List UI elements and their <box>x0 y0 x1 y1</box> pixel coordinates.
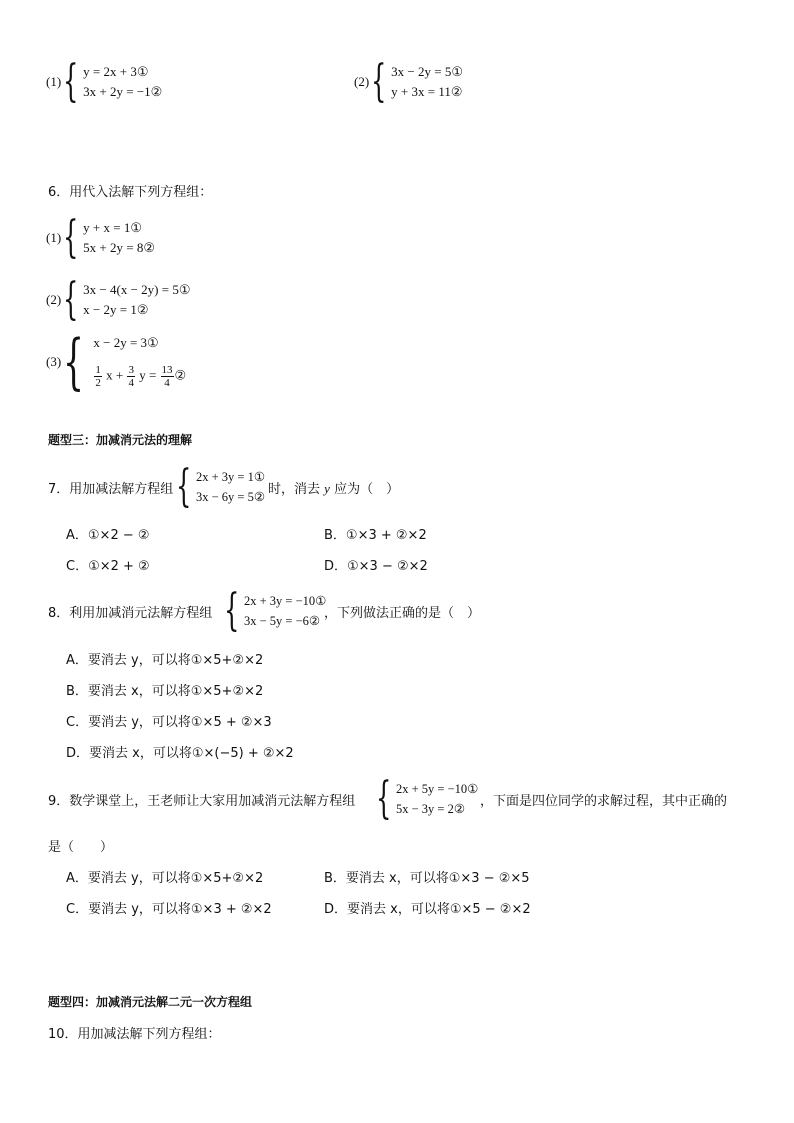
section-heading-4: 题型四：加减消元法解二元一次方程组 <box>48 995 253 1009</box>
question-9-stem-pre: 9．数学课堂上，王老师让大家用加减消元法解方程组 <box>48 794 356 809</box>
brace-icon: { <box>176 461 192 512</box>
equation-1: 2x + 3y = 1① <box>196 470 266 484</box>
system-6-2 <box>46 274 191 325</box>
equation-1: y + x = 1① <box>83 220 142 235</box>
system-5-1 <box>46 56 163 107</box>
equation-2: 5x + 2y = 8② <box>83 240 155 255</box>
brace-icon: { <box>63 274 79 325</box>
option-d[interactable]: D．要消去 x，可以将①×(−5) + ②×2 <box>66 746 294 761</box>
option-c[interactable]: C．要消去 y，可以将①×5 + ②×3 <box>66 715 272 730</box>
brace-icon: { <box>224 585 240 636</box>
option-d[interactable]: D．要消去 x，可以将①×5 − ②×2 <box>324 902 531 917</box>
brace-icon: { <box>63 212 79 263</box>
equation-1: 2x + 5y = −10① <box>396 782 479 796</box>
variable: y <box>324 481 330 496</box>
question-9-stem-line2: 是（ ） <box>48 840 114 855</box>
option-a[interactable]: A．要消去 y，可以将①×5+②×2 <box>66 653 264 668</box>
system-label: (1) <box>46 230 62 245</box>
option-b[interactable]: B．①×3 + ②×2 <box>324 528 427 543</box>
section-heading-3: 题型三：加减消元法的理解 <box>48 433 193 447</box>
fraction: $\frac{13}{4}$ <box>161 364 173 389</box>
question-7-system <box>176 461 266 512</box>
system-label: (3) <box>46 354 62 369</box>
question-9-system <box>376 773 479 824</box>
equation-2: 5x − 3y = 2② <box>396 802 466 816</box>
question-7-stem-pre: 7．用加减法解方程组 <box>48 482 174 497</box>
system-label: (2) <box>354 74 370 89</box>
brace-icon: { <box>371 56 387 107</box>
brace-icon: { <box>63 327 85 397</box>
equation-1: 2x + 3y = −10① <box>244 594 327 608</box>
fraction: $\frac{1}{2}$ <box>95 364 101 389</box>
option-b[interactable]: B．要消去 x，可以将①×5+②×2 <box>66 684 264 699</box>
fraction: $\frac{3}{4}$ <box>128 364 134 389</box>
option-a[interactable]: A．①×2 − ② <box>66 528 150 543</box>
equation-2: x − 2y = 1② <box>83 302 149 317</box>
brace-icon: { <box>376 773 392 824</box>
question-6-stem: 6．用代入法解下列方程组： <box>48 185 213 200</box>
question-8-stem-pre: 8．利用加减消元法解方程组 <box>48 606 213 621</box>
equation-2: 3x − 6y = 5② <box>196 490 266 504</box>
option-a[interactable]: A．要消去 y，可以将①×5+②×2 <box>66 871 264 886</box>
equation-2: y + 3x = 11② <box>391 84 463 99</box>
question-7-stem-post: 时，消去 y 应为（ ） <box>268 481 400 497</box>
equation-2: $\frac{1}{2}$ x + $\frac{3}{4}$ y = $\frac{13}{4}$ ② <box>95 364 187 389</box>
question-9-stem-post: ，下面是四位同学的求解过程，其中正确的 <box>480 794 728 809</box>
option-b[interactable]: B．要消去 x，可以将①×3 − ②×5 <box>324 871 530 886</box>
option-c[interactable]: C．①×2 + ② <box>66 559 150 574</box>
equation-1: y = 2x + 3① <box>83 64 149 79</box>
system-label: (2) <box>46 292 62 307</box>
system-label: (1) <box>46 74 62 89</box>
equation-1: 3x − 4(x − 2y) = 5① <box>83 282 191 297</box>
system-6-3 <box>46 327 187 397</box>
question-8-stem-post: ，下列做法正确的是（ ） <box>324 606 481 621</box>
question-10-stem: 10．用加减法解下列方程组： <box>48 1027 221 1042</box>
system-5-2 <box>354 56 463 107</box>
system-6-1 <box>46 212 155 263</box>
brace-icon: { <box>63 56 79 107</box>
equation-2: 3x − 5y = −6② <box>244 614 321 628</box>
equation-1: x − 2y = 3① <box>93 335 159 350</box>
option-c[interactable]: C．要消去 y，可以将①×3 + ②×2 <box>66 902 272 917</box>
equation-2: 3x + 2y = −1② <box>83 84 163 99</box>
option-d[interactable]: D．①×3 − ②×2 <box>324 559 428 574</box>
equation-1: 3x − 2y = 5① <box>391 64 463 79</box>
question-8-system <box>224 585 327 636</box>
